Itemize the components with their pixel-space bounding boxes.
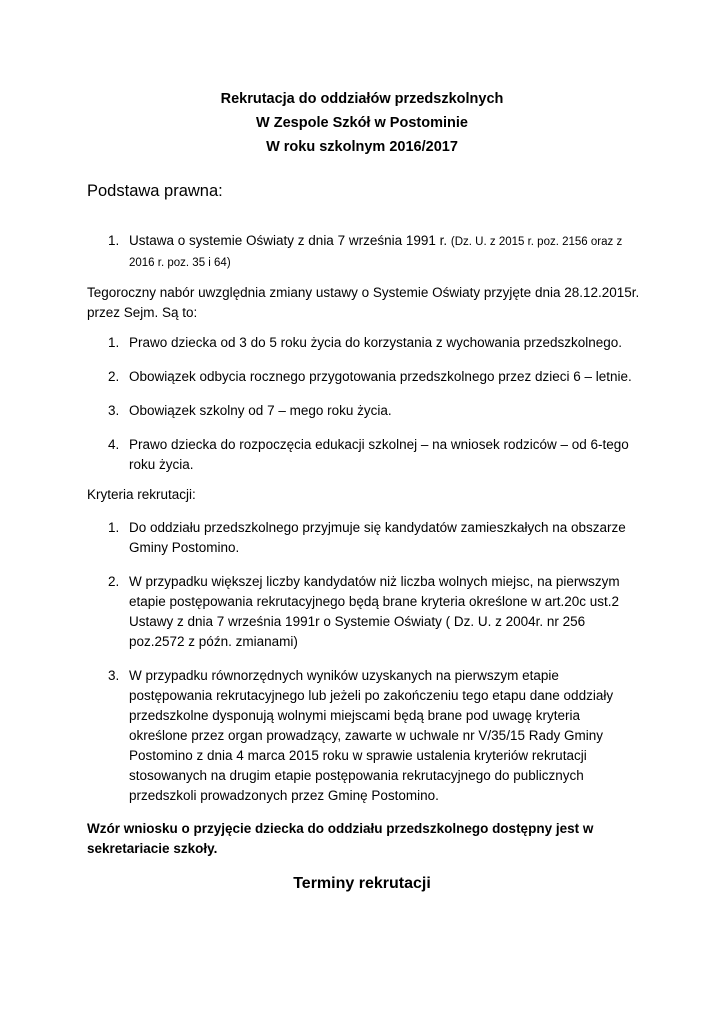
document-title bbox=[0, 87, 724, 159]
list-item bbox=[87, 401, 647, 421]
list-item-text: Prawo dziecka do rozpoczęcia edukacji szkolnej – na wniosek rodziców – od 6-tego roku życia. bbox=[129, 437, 629, 472]
dates-heading: Terminy rekrutacji bbox=[293, 875, 431, 892]
list-item-number: 3. bbox=[108, 668, 120, 683]
list-item-text bbox=[129, 231, 647, 273]
list-item bbox=[87, 333, 647, 353]
list-item-number: 1. bbox=[108, 335, 120, 350]
amendments-list bbox=[87, 333, 647, 475]
list-item-number: 1. bbox=[108, 520, 120, 535]
list-item-number: 3. bbox=[108, 403, 120, 418]
title-line-2: W Zespole Szkół w Postominie bbox=[256, 115, 468, 131]
list-item bbox=[87, 666, 647, 806]
list-item bbox=[87, 518, 647, 558]
legal-act-citation: (Dz. U. z 2015 r. poz. 2156 oraz z 2016 r. poz. 35 i 64) bbox=[129, 236, 623, 269]
list-item-number: 2. bbox=[108, 574, 120, 589]
list-item bbox=[87, 367, 647, 387]
amendments-intro: Tegoroczny nabór uwzględnia zmiany ustawy o Systemie Oświaty przyjęte dnia 28.12.2015r. przez Sejm. Są to: bbox=[87, 285, 640, 320]
list-item-text: Obowiązek odbycia rocznego przygotowania przedszkolnego przez dzieci 6 – letnie. bbox=[129, 369, 632, 384]
list-item-text: W przypadku większej liczby kandydatów niż liczba wolnych miejsc, na pierwszym etapie postępowania rekrutacyjnego będą brane kryteria określone w art.20c ust.2 Ustawy z dnia 7 września 1991r o Systemie Oświaty ( Dz. U. z 2004r. nr 256 poz.2572 z późn. zmianami) bbox=[129, 574, 620, 649]
list-item-number: 1. bbox=[108, 233, 120, 248]
application-form-note: Wzór wniosku o przyjęcie dziecka do oddziału przedszkolnego dostępny jest w sekretariacie szkoły. bbox=[87, 821, 594, 856]
list-item-number: 4. bbox=[108, 437, 120, 452]
list-item bbox=[87, 572, 647, 652]
list-item-text: Do oddziału przedszkolnego przyjmuje się kandydatów zamieszkałych na obszarze Gminy Postomino. bbox=[129, 520, 626, 555]
list-item bbox=[87, 231, 647, 273]
title-line-3: W roku szkolnym 2016/2017 bbox=[266, 139, 458, 155]
legal-basis-list bbox=[87, 231, 647, 273]
legal-basis-heading: Podstawa prawna: bbox=[87, 182, 223, 200]
list-item-text: Prawo dziecka od 3 do 5 roku życia do korzystania z wychowania przedszkolnego. bbox=[129, 335, 623, 350]
list-item-text: W przypadku równorzędnych wyników uzyskanych na pierwszym etapie postępowania rekrutacyjnego lub jeżeli po zakończeniu tego etapu dane oddziały przedszkolne dysponują wolnymi miejscami będą brane pod uwagę kryteria określone przez organ prowadzący, zawarte w uchwale nr V/35/15 Rady Gminy Postomino z dnia 4 marca 2015 roku w sprawie ustalenia kryteriów rekrutacji stosowanych na drugim etapie postępowania rekrutacyjnego do publicznych przedszkoli prowadzonych przez Gminę Postomino. bbox=[129, 668, 614, 803]
criteria-heading: Kryteria rekrutacji: bbox=[87, 487, 196, 502]
list-item-text: Obowiązek szkolny od 7 – mego roku życia. bbox=[129, 403, 392, 418]
criteria-list bbox=[87, 518, 647, 806]
list-item-number: 2. bbox=[108, 369, 120, 384]
title-line-1: Rekrutacja do oddziałów przedszkolnych bbox=[220, 91, 504, 107]
list-item bbox=[87, 435, 647, 475]
legal-act-title: Ustawa o systemie Oświaty z dnia 7 września 1991 r. bbox=[129, 233, 448, 248]
